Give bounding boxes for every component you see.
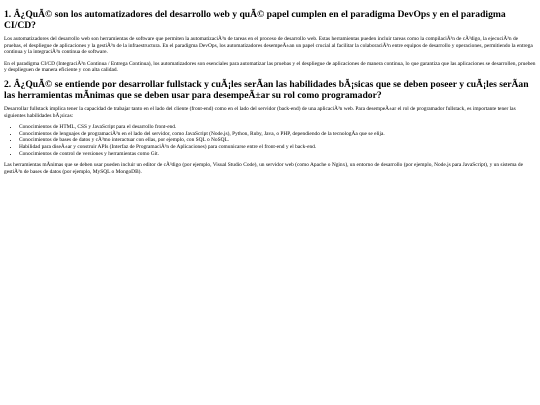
- skill-item: • Habilidad para diseÃ±ar y construir APIs (Interfaz de ProgramaciÃ³n de Aplicaciones) para comunicarse entre el front-end y el back-end.: [19, 144, 536, 151]
- section-2-closing: Las herramientas mÃnimas que se deben usar pueden incluir un editor de cÃ³digo (por ejemplo, Visual Studio Code), un servidor web (como Apache o Nginx), un entorno de desarrollo (por ejemplo, Node.js para JavaScript), y un sistema de gestiÃ³n de bases de datos (por ejemplo, MySQL o MongoDB).: [4, 162, 524, 175]
- skill-item: • Conocimientos de lenguajes de programaciÃ³n en el lado del servidor, como JavaScript (Node.js), Python, Ruby, Java, o PHP, dependiendo de la tecnologÃa que se elija.: [19, 131, 536, 138]
- section-1-paragraph-2: En el paradigma CI/CD (IntegraciÃ³n Continua / Entrega Continua), los automatizadores son esenciales para automatizar las pruebas y el despliegue de aplicaciones de manera continua, lo que garantiza que las aplicaciones se desarrollen, prueben y desplieguen de manera eficiente y con alta calidad.: [4, 60, 536, 74]
- skill-item: • Conocimientos de HTML, CSS y JavaScript para el desarrollo front-end.: [19, 124, 536, 131]
- document-body: [0, 0, 540, 175]
- section-2-heading: 2. Â¿QuÃ© se entiende por desarrollar fullstack y cuÃ¡les serÃan las habilidades bÃ¡sicas que se deben poseer y cuÃ¡les serÃan las herramientas mÃnimas que se deben usar para desempeÃ±ar su rol como programador?: [4, 78, 529, 101]
- skills-list: [4, 124, 536, 157]
- skill-item: • Conocimientos de control de versiones y herramientas como Git.: [19, 151, 536, 158]
- section-2-intro: Desarrollar fullstack implica tener la capacidad de trabajar tanto en el lado del cliente (front-end) como en el lado del servidor (back-end) de una aplicaciÃ³n web. Para desempeÃ±ar el rol de programador fullstack, es importante tener las siguientes habilidades bÃ¡sicas:: [4, 105, 516, 119]
- skill-item: • Conocimientos de bases de datos y cÃ³mo interactuar con ellas, por ejemplo, con SQL o NoSQL.: [19, 137, 536, 144]
- section-1-heading: 1. Â¿QuÃ© son los automatizadores del desarrollo web y quÃ© papel cumplen en el paradigma DevOps y en el paradigma CI/CD?: [4, 9, 506, 31]
- section-1-paragraph-1: Los automatizadores del desarrollo web son herramientas de software que permiten la automatizaciÃ³n de tareas en el proceso de desarrollo web. Estas herramientas pueden incluir tareas como la compilaciÃ³n de cÃ³digo, la ejecuciÃ³n de pruebas, el despliegue de aplicaciones y la gestiÃ³n de la infraestructura. En el paradigma DevOps, los automatizadores desempeÃ±an un papel crucial al facilitar la colaboraciÃ³n entre equipos de desarrollo y operaciones, permitiendo la entrega continua y la integraciÃ³n continua de software.: [4, 36, 533, 56]
